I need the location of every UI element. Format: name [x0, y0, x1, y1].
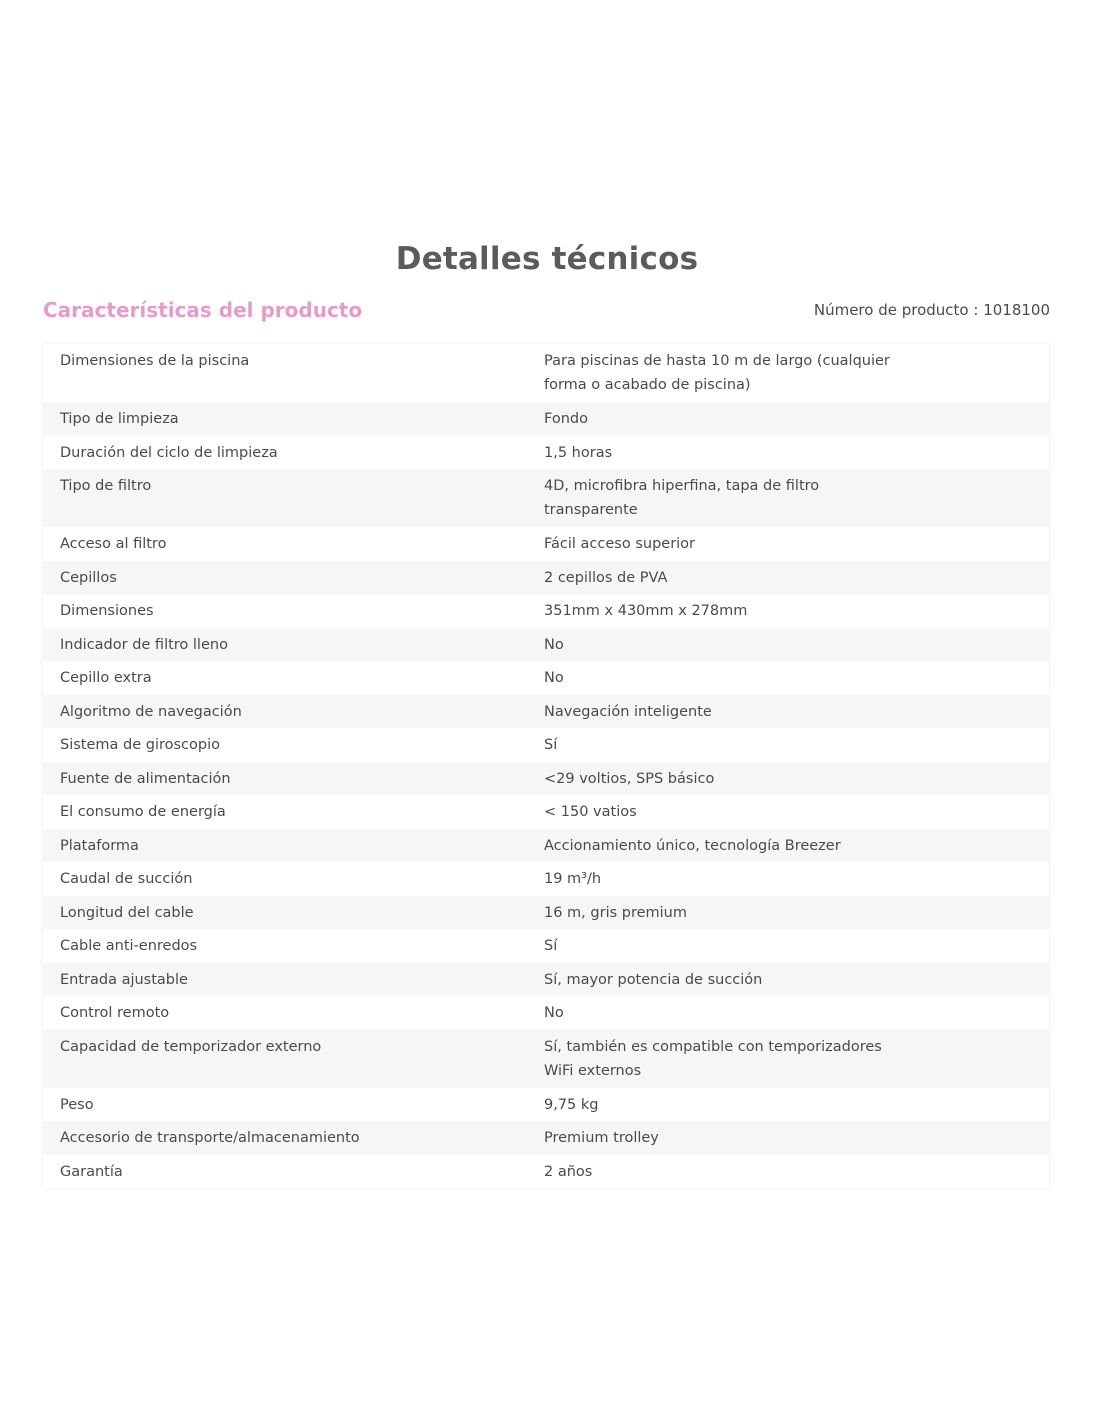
product-number: Número de producto : 1018100	[813, 301, 1050, 319]
spec-value: < 150 vatios	[544, 804, 637, 820]
spec-label: Cable anti-enredos	[60, 938, 198, 954]
spec-value: Sí	[544, 737, 558, 753]
spec-value: No	[544, 670, 564, 686]
spec-label: Cepillo extra	[60, 670, 152, 686]
spec-row	[43, 661, 1049, 695]
spec-row	[43, 695, 1049, 729]
spec-row	[43, 1088, 1049, 1122]
spec-row	[43, 402, 1049, 436]
spec-row	[43, 1030, 1049, 1088]
spec-row	[43, 795, 1049, 829]
spec-value: Premium trolley	[544, 1130, 659, 1146]
spec-label: Indicador de filtro lleno	[60, 636, 228, 653]
spec-label: Sistema de giroscopio	[60, 737, 220, 753]
spec-value: Sí, mayor potencia de succión	[544, 971, 763, 988]
spec-label: Tipo de filtro	[60, 478, 152, 494]
spec-label: Longitud del cable	[60, 904, 194, 921]
spec-label: Caudal de succión	[60, 871, 193, 887]
spec-value: Sí, también es compatible con temporizadores WiFi externos	[544, 1038, 882, 1079]
spec-row	[43, 469, 1049, 527]
spec-row	[43, 436, 1049, 470]
spec-row	[43, 896, 1049, 930]
spec-row	[43, 762, 1049, 796]
spec-row	[43, 561, 1049, 595]
spec-label: Fuente de alimentación	[60, 770, 231, 787]
spec-label: Dimensiones	[60, 603, 154, 619]
spec-label: Plataforma	[60, 837, 139, 854]
spec-row	[43, 628, 1049, 662]
spec-label: Acceso al filtro	[60, 536, 167, 552]
spec-value: Fondo	[544, 411, 588, 427]
specs-table	[43, 344, 1049, 1188]
spec-label: Cepillos	[60, 569, 117, 586]
spec-value: Accionamiento único, tecnología Breezer	[544, 837, 841, 854]
spec-value: 9,75 kg	[544, 1096, 599, 1113]
spec-label: Algoritmo de navegación	[60, 703, 242, 720]
spec-row	[43, 1121, 1049, 1155]
spec-row	[43, 594, 1049, 628]
spec-row	[43, 344, 1049, 402]
spec-value: Navegación inteligente	[544, 703, 712, 720]
spec-row	[43, 929, 1049, 963]
spec-label: Entrada ajustable	[60, 971, 188, 988]
spec-row	[43, 1155, 1049, 1189]
spec-value: Sí	[544, 938, 558, 954]
spec-row	[43, 963, 1049, 997]
spec-value: Fácil acceso superior	[544, 536, 696, 552]
spec-value: 19 m³/h	[544, 871, 602, 887]
spec-value: 2 años	[544, 1163, 593, 1180]
spec-value: <29 voltios, SPS básico	[544, 770, 715, 787]
spec-label: Garantía	[60, 1163, 123, 1180]
spec-value: 16 m, gris premium	[544, 904, 687, 921]
spec-value: 1,5 horas	[544, 444, 613, 461]
spec-label: Capacidad de temporizador externo	[60, 1038, 322, 1055]
spec-label: Peso	[60, 1096, 94, 1113]
spec-row	[43, 829, 1049, 863]
page-title: Detalles técnicos	[395, 241, 699, 277]
spec-value: No	[544, 1005, 564, 1021]
spec-row	[43, 996, 1049, 1030]
spec-label: Duración del ciclo de limpieza	[60, 444, 278, 461]
spec-value: 351mm x 430mm x 278mm	[544, 603, 748, 619]
spec-label: Control remoto	[60, 1005, 170, 1021]
spec-row	[43, 527, 1049, 561]
spec-label: El consumo de energía	[60, 804, 226, 820]
spec-row	[43, 728, 1049, 762]
spec-value: 4D, microfibra hiperfina, tapa de filtro transparente	[544, 478, 820, 518]
spec-row	[43, 862, 1049, 896]
spec-value: 2 cepillos de PVA	[544, 569, 668, 586]
spec-value: No	[544, 636, 564, 653]
spec-label: Tipo de limpieza	[60, 411, 179, 427]
spec-value: Para piscinas de hasta 10 m de largo (cualquier forma o acabado de piscina)	[544, 353, 890, 393]
section-heading: Características del producto	[43, 298, 363, 322]
spec-label: Dimensiones de la piscina	[60, 353, 250, 369]
spec-label: Accesorio de transporte/almacenamiento	[60, 1130, 360, 1146]
